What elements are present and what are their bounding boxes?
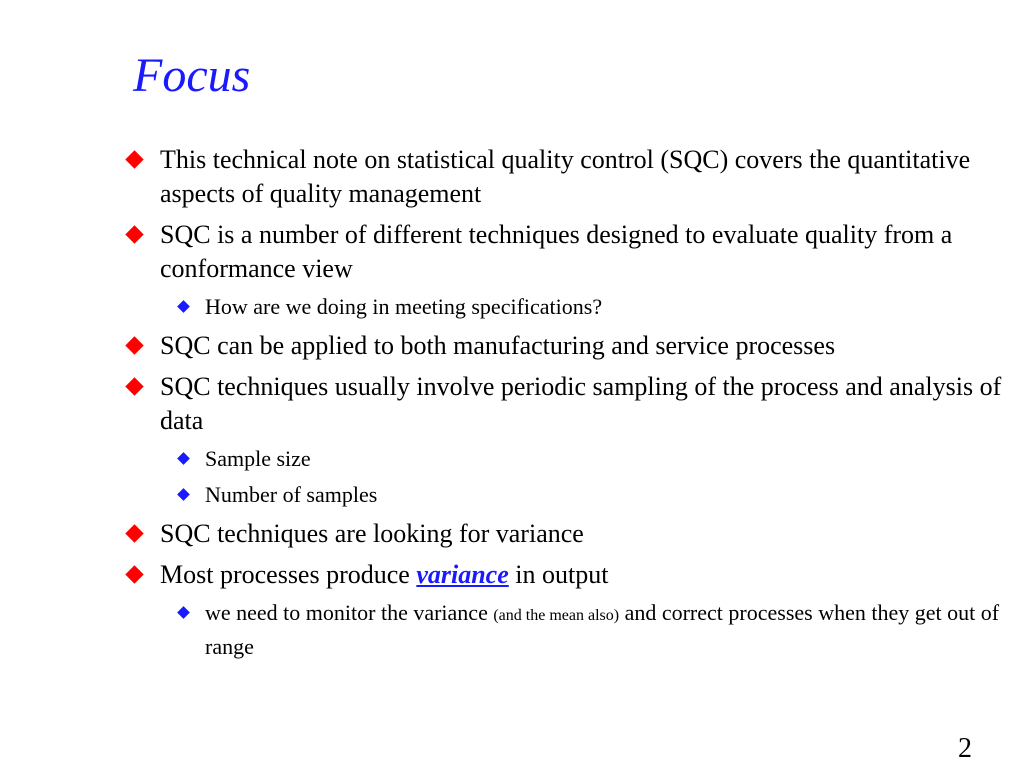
parenthetical-note: (and the mean also)	[493, 607, 620, 624]
red-diamond-icon	[125, 377, 143, 395]
red-diamond-icon	[125, 225, 143, 243]
bullet-item	[122, 370, 1002, 438]
blue-diamond-icon	[177, 452, 190, 465]
sub-bullet-text: How are we doing in meeting specifications?	[205, 294, 603, 319]
sub-bullet-item	[122, 597, 1002, 662]
red-diamond-icon	[125, 336, 143, 354]
blue-diamond-icon	[177, 300, 190, 313]
bullet-text: SQC techniques are looking for variance	[160, 519, 584, 548]
page-number: 2	[958, 733, 972, 765]
sub-bullet-text-before: we need to monitor the variance	[205, 600, 494, 625]
sub-bullet-item	[122, 479, 1002, 510]
bullet-item	[122, 218, 1002, 286]
bullet-text-before: Most processes produce	[160, 560, 417, 589]
bullet-item	[122, 517, 1002, 551]
bullet-text: SQC can be applied to both manufacturing and service processes	[160, 331, 836, 360]
bullet-item	[122, 329, 1002, 363]
sub-bullet-item	[122, 291, 1002, 322]
bullet-text: This technical note on statistical quality control (SQC) covers the quantitative aspects of quality management	[160, 145, 971, 208]
blue-diamond-icon	[177, 488, 190, 501]
bullet-text: SQC techniques usually involve periodic sampling of the process and analysis of data	[160, 372, 1002, 435]
sub-bullet-text: Number of samples	[205, 482, 378, 507]
sub-bullet-item	[122, 443, 1002, 474]
red-diamond-icon	[125, 150, 143, 168]
bullet-item	[122, 143, 1002, 211]
slide-title: Focus	[133, 49, 251, 102]
blue-diamond-icon	[177, 606, 190, 619]
sub-bullet-text-after: and correct processes when they get out of range	[205, 600, 1000, 659]
bullet-text-after: in output	[508, 560, 609, 589]
red-diamond-icon	[125, 524, 143, 542]
bullet-list	[122, 143, 1002, 662]
bullet-item	[122, 558, 1002, 592]
red-diamond-icon	[125, 565, 143, 583]
sub-bullet-text: Sample size	[205, 446, 311, 471]
variance-emphasis: variance	[416, 560, 509, 589]
bullet-text: SQC is a number of different techniques designed to evaluate quality from a conformance view	[160, 220, 953, 283]
